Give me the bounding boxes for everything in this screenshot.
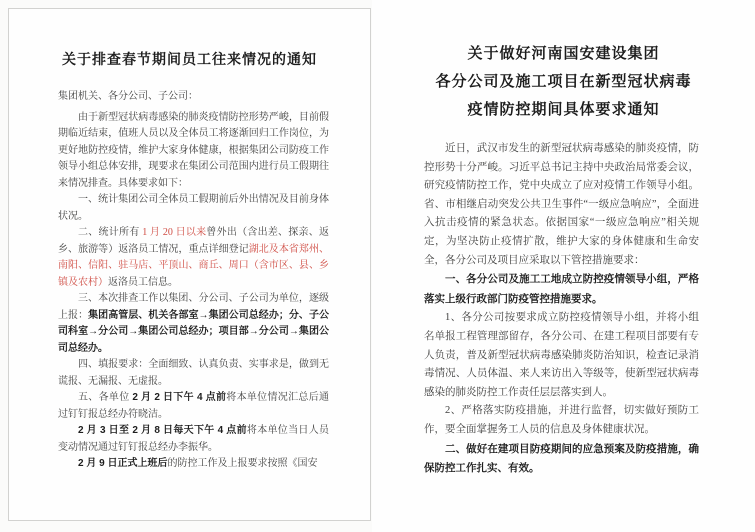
bold-text-run: 一、各分公司及施工工地成立防控疫情领导小组，严格落实上级行政部门防疫管控措施要求。: [424, 273, 699, 305]
text-run: 一、统计集团公司全体员工假期前后外出情况及目前身体状况。: [58, 194, 329, 222]
paragraph: [58, 423, 329, 456]
text-run: 1、各分公司按要求成立防控疫情领导小组，并将小组名单报工程管理部留存，各分公司、在建工程项目部要有专人负责，普及新型冠状病毒感染肺炎防治知识，检查记录消毒情况、人员体温、来人来访出入等级等，使新型冠状病毒感染的肺炎防控工作责任层层落实到人。: [424, 312, 699, 398]
right-doc-title-line-1: 关于做好河南国安建设集团: [467, 45, 660, 62]
left-doc-title: 关于排查春节期间员工往来情况的通知: [62, 51, 317, 67]
paragraph: [58, 192, 329, 225]
paragraph: [58, 291, 329, 357]
left-doc-paragraphs: [58, 110, 329, 473]
paragraph: [424, 440, 699, 479]
text-run: 四、填报要求：全面细致、认真负责、实事求是，做到无谎报、无漏报、无虚报。: [58, 359, 329, 387]
text-run: 二、统计所有: [78, 227, 143, 238]
text-run: 由于新型冠状病毒感染的肺炎疫情防控形势严峻，目前假期临近结束，值班人员以及全体员工将逐渐回归工作岗位，为更好地防控疫情，维护大家身体健康，根据集团公司防疫工作领导小组总体安排，现要求在集团公司范围内进行员工假期往来情况排查。具体要求如下：: [58, 111, 329, 189]
bold-text-run: 2 月 9 日正式上班后: [78, 458, 168, 469]
left-doc-body: [58, 89, 329, 473]
paragraph: [58, 225, 329, 291]
right-doc-title-line-2: 各分公司及施工项目在新型冠状病毒: [435, 73, 692, 90]
right-doc-title: [372, 40, 755, 124]
bold-text-run: 2 月 2 日下午 4 点前: [132, 392, 227, 403]
text-run: 近日，武汉市发生的新型冠状病毒感染的肺炎疫情，防控形势十分严峻。习近平总书记主持中央政治局常委会议，研究疫情防控工作，党中央成立了应对疫情工作领导小组。省、市相继启动突发公共卫生事件“一级应急响应”，全面进入抗击疫情的紧急状态。依据国家“一级应急响应”相关规定，为坚决防止疫情扩散，维护大家的身体健康和生命安全，各分公司及项目应采取以下管控措施要求：: [424, 143, 699, 266]
text-run: 2、严格落实防疫措施，并进行监督，切实做好预防工作，要全面掌握务工人员的信息及身体健康状况。: [424, 405, 699, 435]
left-document-page: [8, 8, 371, 521]
text-run: 将本单位当日人员变动情况通过钉钉报总经办李振华。: [58, 425, 330, 453]
text-run: 返洛员工信息。: [108, 276, 178, 288]
right-doc-paragraphs: [424, 140, 699, 479]
paragraph: [58, 456, 329, 473]
red-text-run: 1 月 20 日以来: [142, 227, 207, 238]
paragraph: [58, 357, 329, 390]
paragraph: [58, 110, 329, 193]
text-run: 曾外出（含出差、探亲、返乡、旅游等）返洛员工情况，重点详细登记: [58, 227, 330, 255]
paragraph: [424, 309, 699, 402]
text-run: 五、各单位: [78, 392, 133, 403]
bold-text-run: 集团高管层、机关各部室→集团公司总经办；分、子公司科室→分公司→集团公司总经办；项目部→分公司→集团公司总经办。: [58, 309, 330, 354]
right-doc-body: [424, 140, 699, 479]
text-run: 将本单位情况汇总后通过钉钉报总经办符晓洁。: [58, 392, 330, 420]
text-run: 三、本次排查工作以集团、分公司、子公司为单位，逐级上报：: [58, 293, 329, 321]
red-text-run: 湖北及本省郑州、南阳、信阳、驻马店、平顶山、商丘、周口（含市区、县、乡镇及农村）: [58, 243, 330, 288]
paragraph: [424, 270, 699, 309]
paragraph: [58, 390, 329, 423]
right-document-page: [372, 0, 755, 532]
right-doc-title-line-3: 疫情防控期间具体要求通知: [467, 101, 660, 118]
paragraph: [424, 402, 699, 439]
text-run: 的防控工作及上报要求按照《国安: [167, 458, 318, 469]
bold-text-run: 二、做好在建项目防疫期间的应急预案及防疫措施，确保防控工作扎实、有效。: [424, 442, 699, 475]
left-doc-salutation: 集团机关、各分公司、子公司：: [58, 91, 198, 102]
paragraph: [424, 140, 699, 270]
bold-text-run: 2 月 3 日至 2 月 8 日每天下午 4 点前: [78, 425, 247, 436]
